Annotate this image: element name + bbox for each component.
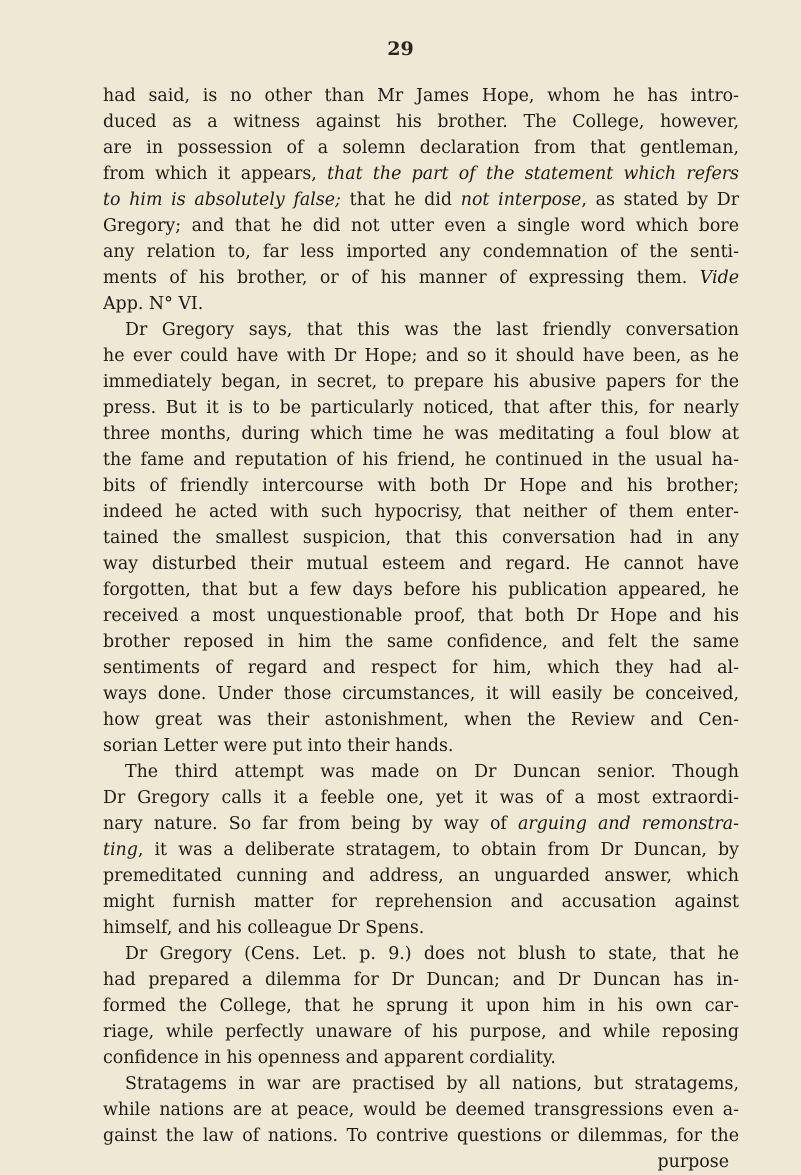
text-line — [103, 291, 739, 317]
text-line — [103, 109, 739, 135]
text-line — [103, 915, 739, 941]
text-line — [103, 1019, 739, 1045]
text-line — [103, 551, 739, 577]
text-run: received a most unquestionable proof, that both Dr Hope and his — [103, 606, 739, 626]
text-line — [103, 499, 739, 525]
text-run: bits of friendly intercourse with both Dr Hope and his brother; — [103, 476, 739, 496]
text-run: confidence in his openness and apparent cordiality. — [103, 1048, 556, 1068]
text-line — [103, 577, 739, 603]
text-line — [103, 863, 739, 889]
text-line — [103, 83, 739, 109]
text-run: sorian Letter were put into their hands. — [103, 736, 454, 756]
text-line — [103, 837, 739, 863]
catchword: purpose — [657, 1152, 729, 1172]
text-line — [103, 525, 739, 551]
text-run: Dr Gregory says, that this was the last friendly conversation — [125, 320, 739, 340]
text-line — [103, 213, 739, 239]
text-run: any relation to, far less imported any condemnation of the senti- — [103, 242, 739, 262]
text-run: while nations are at peace, would be deemed transgressions even a- — [103, 1100, 739, 1120]
text-line — [103, 889, 739, 915]
text-run: sentiments of regard and respect for him, which they had al- — [103, 658, 739, 678]
text-line — [103, 1045, 739, 1071]
text-run: formed the College, that he sprung it upon him in his own car- — [103, 996, 739, 1016]
text-line — [103, 681, 739, 707]
page-number: 29 — [387, 38, 414, 60]
text-run: press. But it is to be particularly noticed, that after this, for nearly — [103, 398, 739, 418]
text-line — [103, 655, 739, 681]
text-line — [103, 473, 739, 499]
text-line — [103, 395, 739, 421]
text-run: ments of his brother, or of his manner of expressing them. — [103, 268, 700, 288]
text-run: App. N° VI. — [103, 294, 204, 314]
text-line — [103, 135, 739, 161]
text-run: Stratagems in war are practised by all nations, but stratagems, — [125, 1074, 739, 1094]
text-run: tained the smallest suspicion, that this conversation had in any — [103, 528, 739, 548]
italic-text: that the part of the statement which refers — [327, 164, 739, 184]
text-run: three months, during which time he was meditating a foul blow at — [103, 424, 739, 444]
text-run: had prepared a dilemma for Dr Duncan; and Dr Duncan has in- — [103, 970, 739, 990]
text-run: from which it appears, — [103, 164, 328, 184]
text-run: premeditated cunning and address, an unguarded answer, which — [103, 866, 739, 886]
text-line — [103, 447, 739, 473]
text-run: riage, while perfectly unaware of his purpose, and while reposing — [103, 1022, 739, 1042]
text-run: are in possession of a solemn declaration from that gentleman, — [103, 138, 739, 158]
text-run: how great was their astonishment, when the Review and Cen- — [103, 710, 739, 730]
text-run: forgotten, that but a few days before his publication appeared, he — [103, 580, 739, 600]
text-line — [103, 265, 739, 291]
text-run: Dr Gregory calls it a feeble one, yet it was of a most extraordi- — [103, 788, 739, 808]
text-run: The third attempt was made on Dr Duncan senior. Though — [125, 762, 739, 782]
text-run: brother reposed in him the same confidence, and felt the same — [103, 632, 739, 652]
text-run: himself, and his colleague Dr Spens. — [103, 918, 425, 938]
text-run: way disturbed their mutual esteem and regard. He cannot have — [103, 554, 739, 574]
text-line — [103, 239, 739, 265]
text-line — [103, 1097, 739, 1123]
text-line — [103, 993, 739, 1019]
body-text — [103, 83, 739, 1175]
text-run: duced as a witness against his brother. The College, however, — [103, 112, 739, 132]
italic-text: Vide — [699, 268, 739, 288]
text-line — [103, 1123, 739, 1149]
text-line — [103, 941, 739, 967]
text-line — [103, 785, 739, 811]
text-run: , as stated by Dr — [581, 190, 739, 210]
italic-text: to him is absolutely false; — [103, 190, 341, 210]
text-line — [103, 317, 739, 343]
text-run: immediately began, in secret, to prepare his abusive papers for the — [103, 372, 739, 392]
text-line — [103, 811, 739, 837]
text-line — [103, 629, 739, 655]
text-line — [103, 343, 739, 369]
text-line — [103, 161, 739, 187]
text-line — [103, 603, 739, 629]
text-line — [103, 421, 739, 447]
text-run: Gregory; and that he did not utter even a single word which bore — [103, 216, 739, 236]
text-run: the fame and reputation of his friend, he continued in the usual ha- — [103, 450, 739, 470]
text-line — [103, 369, 739, 395]
text-run: Dr Gregory (Cens. Let. p. 9.) does not blush to state, that he — [125, 944, 739, 964]
text-run: indeed he acted with such hypocrisy, that neither of them enter- — [103, 502, 739, 522]
text-line — [103, 1071, 739, 1097]
text-run: he ever could have with Dr Hope; and so it should have been, as he — [103, 346, 739, 366]
text-line — [103, 733, 739, 759]
text-line — [103, 759, 739, 785]
text-line — [103, 187, 739, 213]
text-run: might furnish matter for reprehension and accusation against — [103, 892, 739, 912]
text-run: gainst the law of nations. To contrive questions or dilemmas, for the — [103, 1126, 739, 1146]
italic-text: arguing and remonstra- — [517, 814, 739, 834]
text-run: that he did — [340, 190, 461, 210]
italic-text: ting — [103, 840, 138, 860]
text-line — [103, 967, 739, 993]
italic-text: not interpose — [460, 190, 582, 210]
text-run: had said, is no other than Mr James Hope, whom he has intro- — [103, 86, 739, 106]
text-run: ways done. Under those circumstances, it will easily be conceived, — [103, 684, 739, 704]
text-line — [103, 707, 739, 733]
text-run: nary nature. So far from being by way of — [103, 814, 518, 834]
text-run: , it was a deliberate stratagem, to obtain from Dr Duncan, by — [137, 840, 739, 860]
